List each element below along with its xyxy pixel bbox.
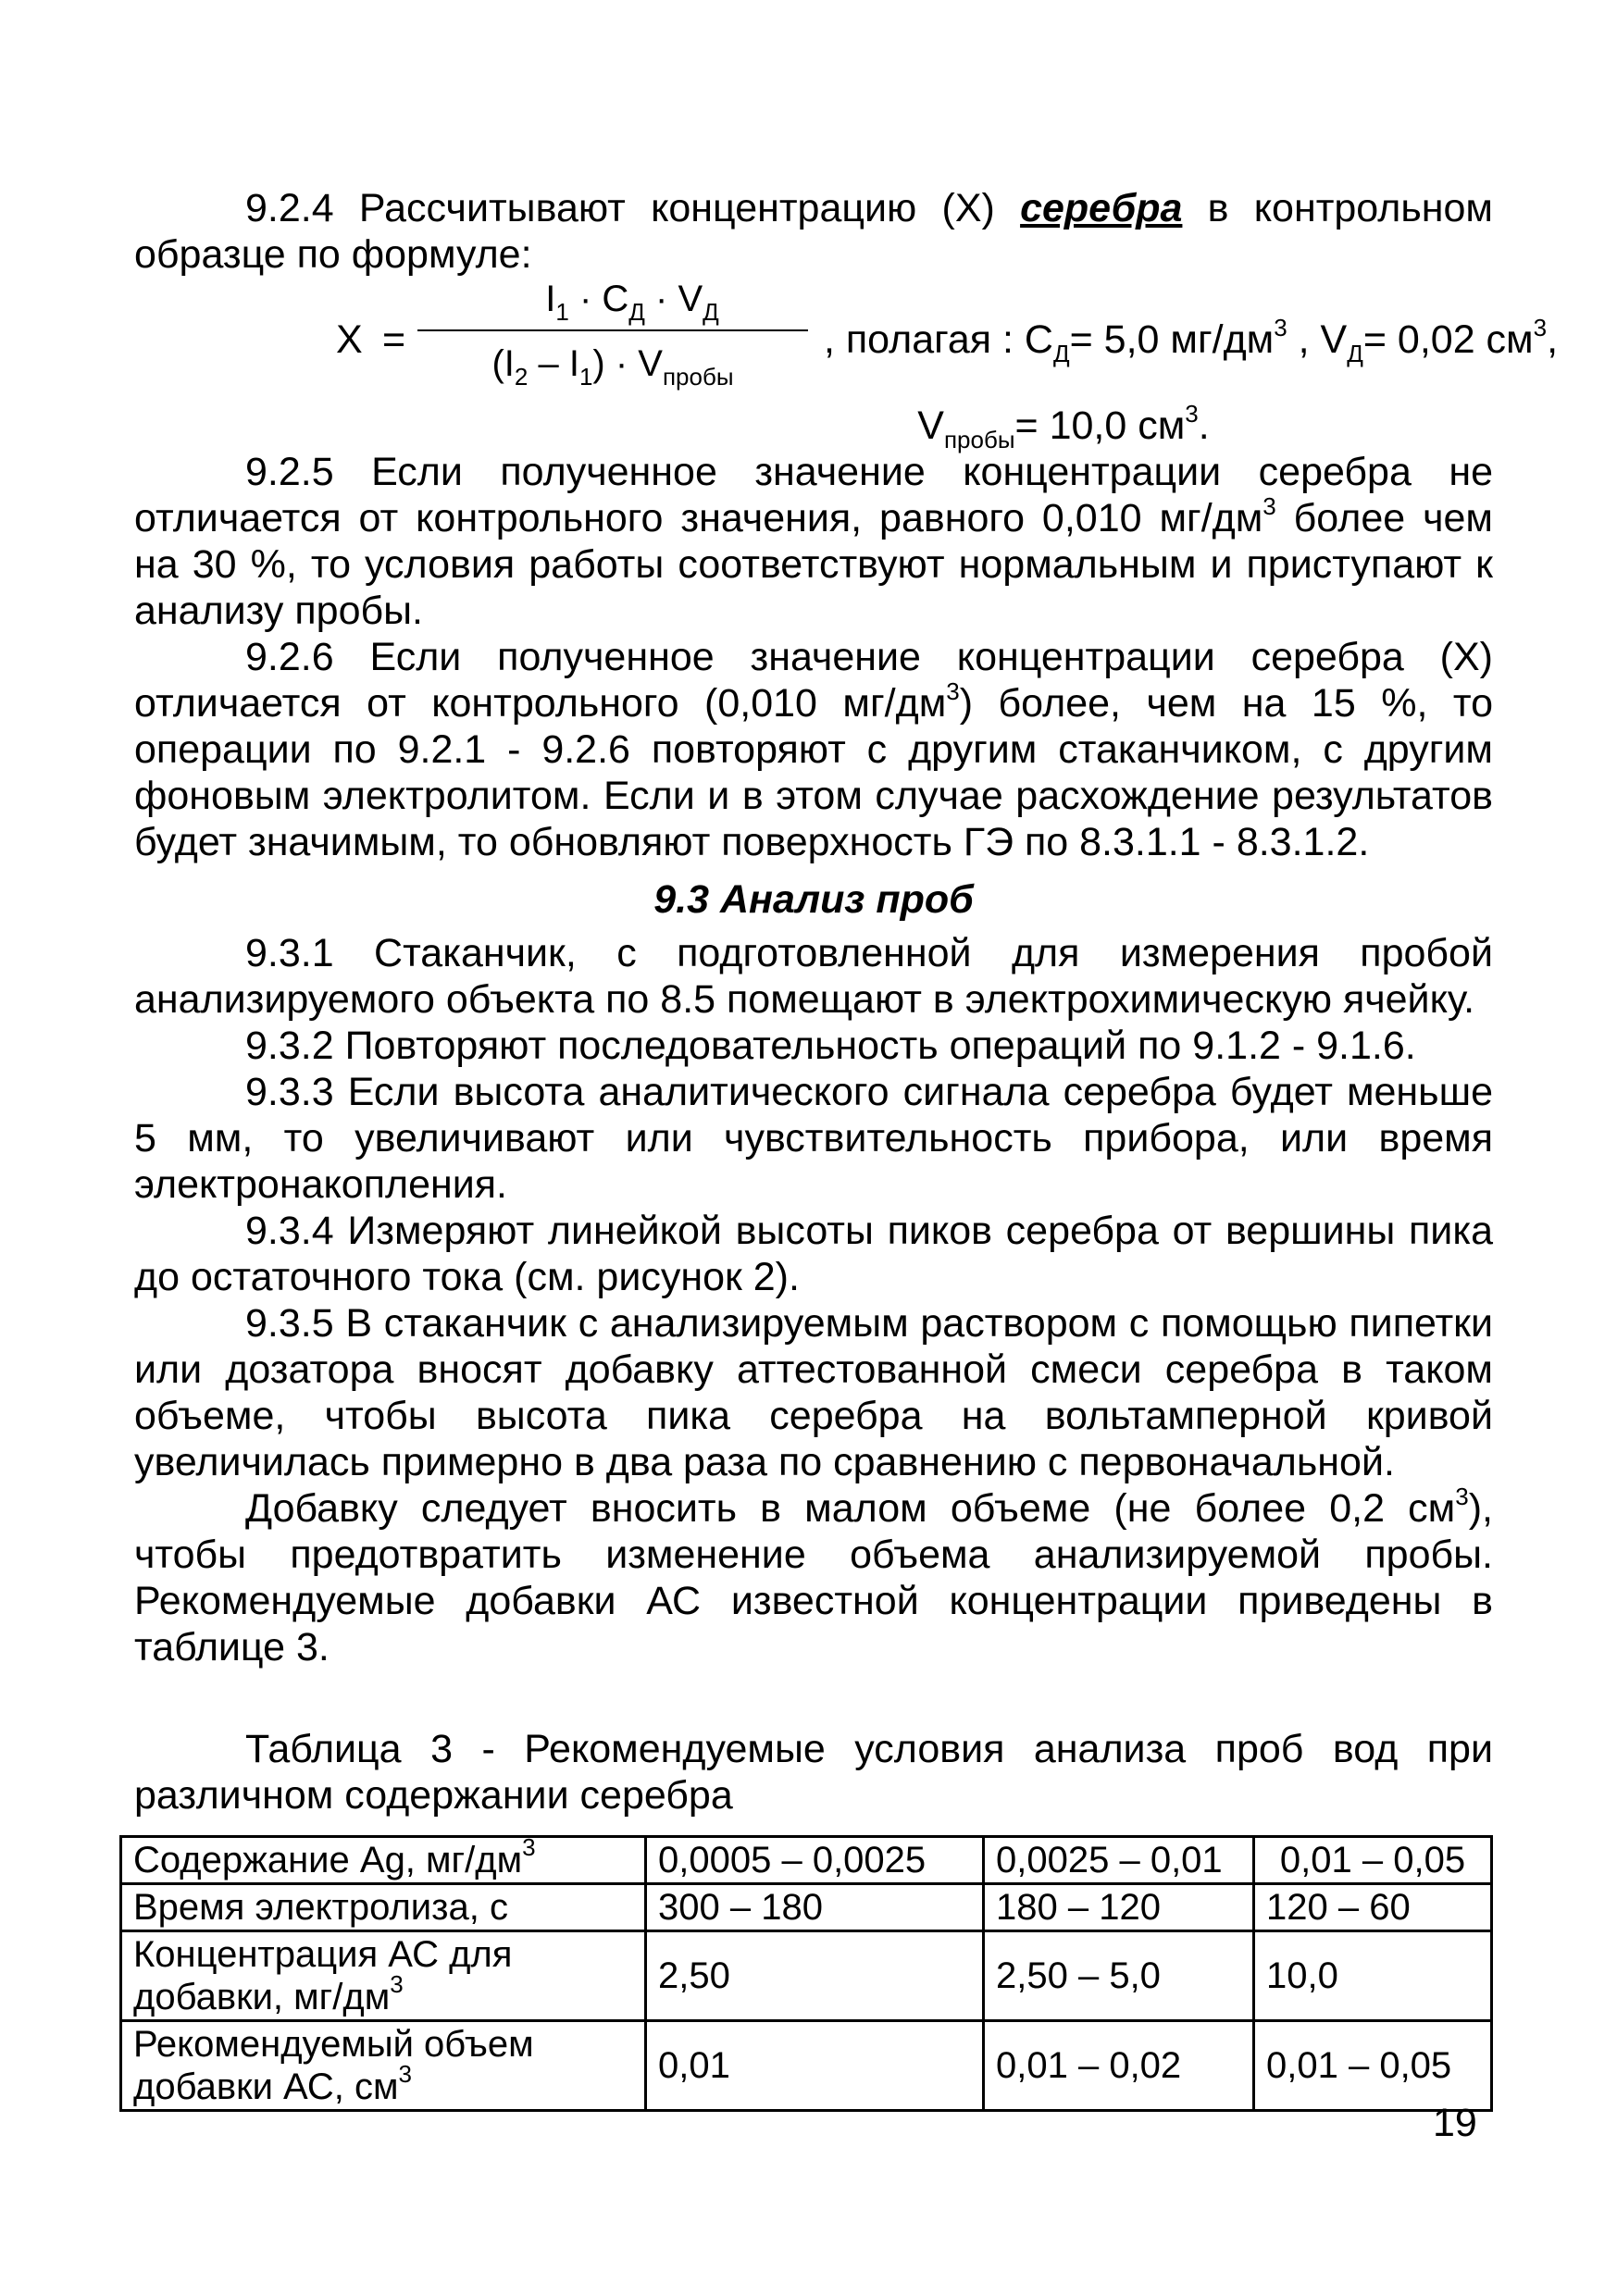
formula-numerator: $I_1 \cdot С_Д \cdot V_Д$ [545, 279, 719, 326]
table-cell: 0,0025 – 0,01 [984, 1837, 1254, 1884]
formula [134, 278, 1559, 403]
table-row [121, 1931, 1492, 2021]
table-cell: 120 – 60 [1254, 1884, 1492, 1931]
table-cell: 0,01 – 0,05 [1254, 2021, 1492, 2111]
paragraph-9-3-1: 9.3.1 Стаканчик, с подготовленной для измерения пробой анализируемого объекта по 8.5 помещают в электрохимическую ячейку. [134, 931, 1493, 1022]
table-cell: 0,01 – 0,02 [984, 2021, 1254, 2111]
table-cell: 0,0005 – 0,0025 [646, 1837, 984, 1884]
paragraph-9-3-5: 9.3.5 В стаканчик с анализируемым раствором с помощью пипетки или дозатора вносят добавку аттестованной смеси серебра в таком объеме, чтобы высота пика серебра на вольтамперной кривой увеличилась примерно в два раза по сравнению с первоначальной. [134, 1301, 1493, 1484]
table-cell: 0,01 – 0,05 [1254, 1837, 1492, 1884]
table-caption: Таблица 3 - Рекомендуемые условия анализа проб вод при различном содержании серебра [134, 1727, 1493, 1818]
page-number: 19 [1433, 2101, 1477, 2145]
formula-denominator: $(I_2 - I_1) \cdot V_{пробы}$ [491, 343, 734, 391]
formula-conditions: , полагая : $С_Д= 5,0$ $мг/дм^3$ , $V_Д= 0,02$ $см^3$, [824, 314, 1559, 367]
table-cell: 2,50 – 5,0 [984, 1931, 1254, 2021]
table-cell: 0,01 [646, 2021, 984, 2111]
paragraph-9-2-5: 9.2.5 Если полученное значение концентрации серебра не отличается от контрольного значения, равного 0,010 $мг/дм^3$ более чем на 30 %, то условия работы соответствуют нормальным и приступают к анализу пробы. [134, 450, 1493, 633]
emphasis-silver: серебра [1020, 186, 1183, 230]
paragraph-9-3-2: 9.3.2 Повторяют последовательность операций по 9.1.2 - 9.1.6. [245, 1024, 1416, 1068]
table-cell: 300 – 180 [646, 1884, 984, 1931]
paragraph-9-3-3: 9.3.3 Если высота аналитического сигнала серебра будет меньше 5 мм, то увеличивают или чувствительность прибора, или время электронакопления. [134, 1070, 1493, 1207]
formula-equals: = [382, 317, 406, 362]
table-row-label: Концентрация АС для добавки, $мг/дм^3$ [121, 1931, 646, 2021]
table-row-label: Время электролиза, с [121, 1884, 646, 1931]
table-row [121, 1884, 1492, 1931]
paragraph-additive: Добавку следует вносить в малом объеме (не более 0,2 $см^3$), чтобы предотвратить изменение объема анализируемой пробы. Рекомендуемые добавки АС известной концентрации приведены в таблице 3. [134, 1483, 1493, 1669]
paragraph-9-2-4: 9.2.4 Рассчитывают концентрацию (Х) серебра в контрольном образце по формуле: [134, 186, 1493, 277]
table-row-label: Рекомендуемый объем добавки АС, $см^3$ [121, 2021, 646, 2111]
formula-volume-line: $V_{пробы}= 10,0$ $см^3$. [917, 400, 1210, 453]
table-cell: 2,50 [646, 1931, 984, 2021]
fraction-bar [417, 329, 808, 331]
section-heading-9-3: 9.3 Анализ проб [653, 877, 974, 922]
page-content [133, 185, 1559, 2112]
paragraph-9-2-6: 9.2.6 Если полученное значение концентрации серебра (Х) отличается от контрольного (0,010 $мг/дм^3$) более, чем на 15 %, то операции по 9.2.1 - 9.2.6 повторяют с другим стаканчиком, с другим фоновым электролитом. Если и в этом случае расхождение результатов будет значимым, то обновляют поверхность ГЭ по 8.3.1.1 - 8.3.1.2. [134, 635, 1493, 864]
table-cell: 10,0 [1254, 1931, 1492, 2021]
table-row [121, 2021, 1492, 2111]
paragraph-9-3-4: 9.3.4 Измеряют линейкой высоты пиков серебра от вершины пика до остаточного тока (см. рисунок 2). [134, 1209, 1493, 1299]
table-row [121, 1837, 1492, 1884]
table-row-label: Содержание Ag, $мг/дм^3$ [121, 1837, 646, 1884]
formula-lhs: Х [336, 317, 363, 362]
conditions-table [119, 1835, 1493, 2112]
table-cell: 180 – 120 [984, 1884, 1254, 1931]
